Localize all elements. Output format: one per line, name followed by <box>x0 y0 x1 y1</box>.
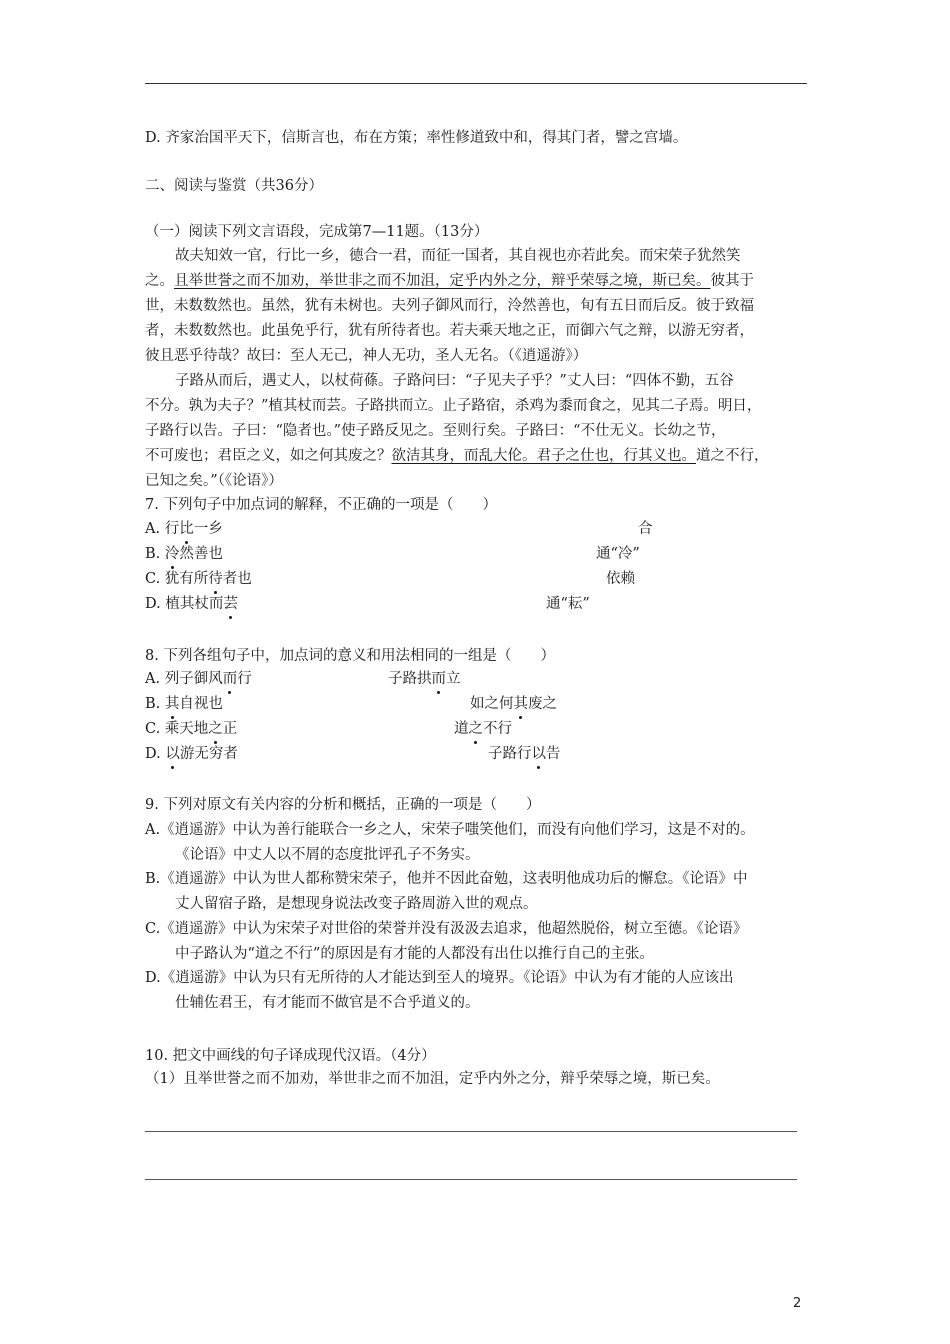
q9-option-d-line1: D.《逍遥游》中认为只有无所待的人才能达到至人的境界。《论语》中认为有才能的人应该出 <box>145 970 734 986</box>
q9-option-a-line2: 《论语》中丈人以不屑的态度批评孔子不务实。 <box>175 847 480 863</box>
q7-option-d: D. 植其杖而芸 <box>145 596 238 612</box>
answer-line[interactable] <box>145 1131 797 1132</box>
q7-option-b: B. 泠然善也 <box>145 546 223 562</box>
q9-option-b-line1: B.《逍遥游》中认为世人都称赞宋荣子，他并不因此奋勉，这表明他成功后的懈怠。《论语》中 <box>145 871 748 887</box>
q10-sub1: （1）且举世誉之而不加劝，举世非之而不加沮，定乎内外之分，辩乎荣辱之境，斯已矣。 <box>145 1071 720 1087</box>
q9-stem: 9. 下列对原文有关内容的分析和概括，正确的一项是（ ） <box>145 797 541 813</box>
page-number: 2 <box>793 1296 802 1311</box>
passage2-line4: 不可废也；君臣之义，如之何其废之？欲洁其身，而乱大伦。君子之仕也，行其义也。道之不行， <box>145 448 769 464</box>
q7-answer-b: 通“冷” <box>596 546 640 562</box>
q9-option-c-line1: C.《逍遥游》中认为宋荣子对世俗的荣誉并没有汲汲去追求，他超然脱俗，树立至德。《论语》 <box>145 921 748 937</box>
q8-stem: 8. 下列各组句子中，加点词的意义和用法相同的一组是（ ） <box>145 648 555 664</box>
q9-option-a-line1: A.《逍遥游》中认为善行能联合一乡之人，宋荣子嗤笑他们，而没有向他们学习，这是不对的。 <box>145 822 755 838</box>
section-title: 二、阅读与鉴赏（共36分） <box>145 178 323 194</box>
passage1-line2: 之。且举世誉之而不加劝，举世非之而不加沮，定乎内外之分，辩乎荣辱之境，斯已矣。彼其于 <box>145 273 754 289</box>
q10-stem: 10. 把文中画线的句子译成现代汉语。（4分） <box>145 1048 436 1064</box>
q8-option-b-right: 如之何其废之 <box>470 696 557 712</box>
q8-option-c-left: C. 乘天地之正 <box>145 721 238 737</box>
q7-answer-d: 通“耘” <box>546 596 590 612</box>
q7-answer-a: 合 <box>638 521 653 537</box>
passage1-line1: 故夫知效一官，行比一乡，德合一君，而征一国者，其自视也亦若此矣。而宋荣子犹然笑 <box>175 248 741 264</box>
passage1-line5: 彼且恶乎待哉？故曰：至人无己，神人无功，圣人无名。（《逍遥游》） <box>145 348 588 364</box>
passage2-line1: 子路从而后，遇丈人，以杖荷蓧。子路问曰：“子见夫子乎？”丈人曰：“四体不勤，五谷 <box>175 373 734 389</box>
q8-option-c-right: 道之不行 <box>454 721 512 737</box>
underlined-sentence-1: 且举世誉之而不加劝，举世非之而不加沮，定乎内外之分，辩乎荣辱之境，斯已矣。 <box>174 273 711 289</box>
passage2-line3: 子路行以告。子曰：“隐者也。”使子路反见之。至则行矣。子路曰：“不仕无义。长幼之节， <box>145 423 726 439</box>
passage1-line4: 者，未数数然也。此虽免乎行，犹有所待者也。若夫乘天地之正，而御六气之辩，以游无穷者， <box>145 323 754 339</box>
q8-option-d-right: 子路行以告 <box>488 746 561 762</box>
q7-option-a: A. 行比一乡 <box>145 521 223 537</box>
part-title: （一）阅读下列文言语段，完成第7—11题。（13分） <box>145 224 489 240</box>
q7-stem: 7. 下列句子中加点词的解释，不正确的一项是（ ） <box>145 497 497 513</box>
q9-option-b-line2: 丈人留宿子路，是想现身说法改变子路周游入世的观点。 <box>175 896 538 912</box>
q8-option-a-right: 子路拱而立 <box>388 671 461 687</box>
q9-option-c-line2: 中子路认为“道之不行”的原因是有才能的人都没有出仕以推行自己的主张。 <box>175 946 654 962</box>
q8-option-b-left: B. 其自视也 <box>145 696 223 712</box>
answer-line[interactable] <box>145 1179 797 1180</box>
option-d-previous: D. 齐家治国平天下，信斯言也，布在方策；率性修道致中和，得其门者，譬之宫墙。 <box>145 130 688 146</box>
q7-answer-c: 依赖 <box>606 571 635 587</box>
q8-option-a-left: A. 列子御风而行 <box>145 671 252 687</box>
header-rule <box>145 83 807 84</box>
q9-option-d-line2: 仕辅佐君王，有才能而不做官是不合乎道义的。 <box>175 995 480 1011</box>
underlined-sentence-2: 欲洁其身，而乱大伦。君子之仕也，行其义也。 <box>391 448 696 464</box>
passage2-line2: 不分。孰为夫子？”植其杖而芸。子路拱而立。止子路宿，杀鸡为黍而食之，见其二子焉。明日， <box>145 398 762 414</box>
passage2-line5: 已知之矣。”（《论语》） <box>145 473 283 489</box>
q8-option-d-left: D. 以游无穷者 <box>145 746 238 762</box>
passage1-line3: 世，未数数然也。虽然，犹有未树也。夫列子御风而行，泠然善也，旬有五日而后反。彼于致福 <box>145 298 754 314</box>
q7-option-c: C. 犹有所待者也 <box>145 571 252 587</box>
